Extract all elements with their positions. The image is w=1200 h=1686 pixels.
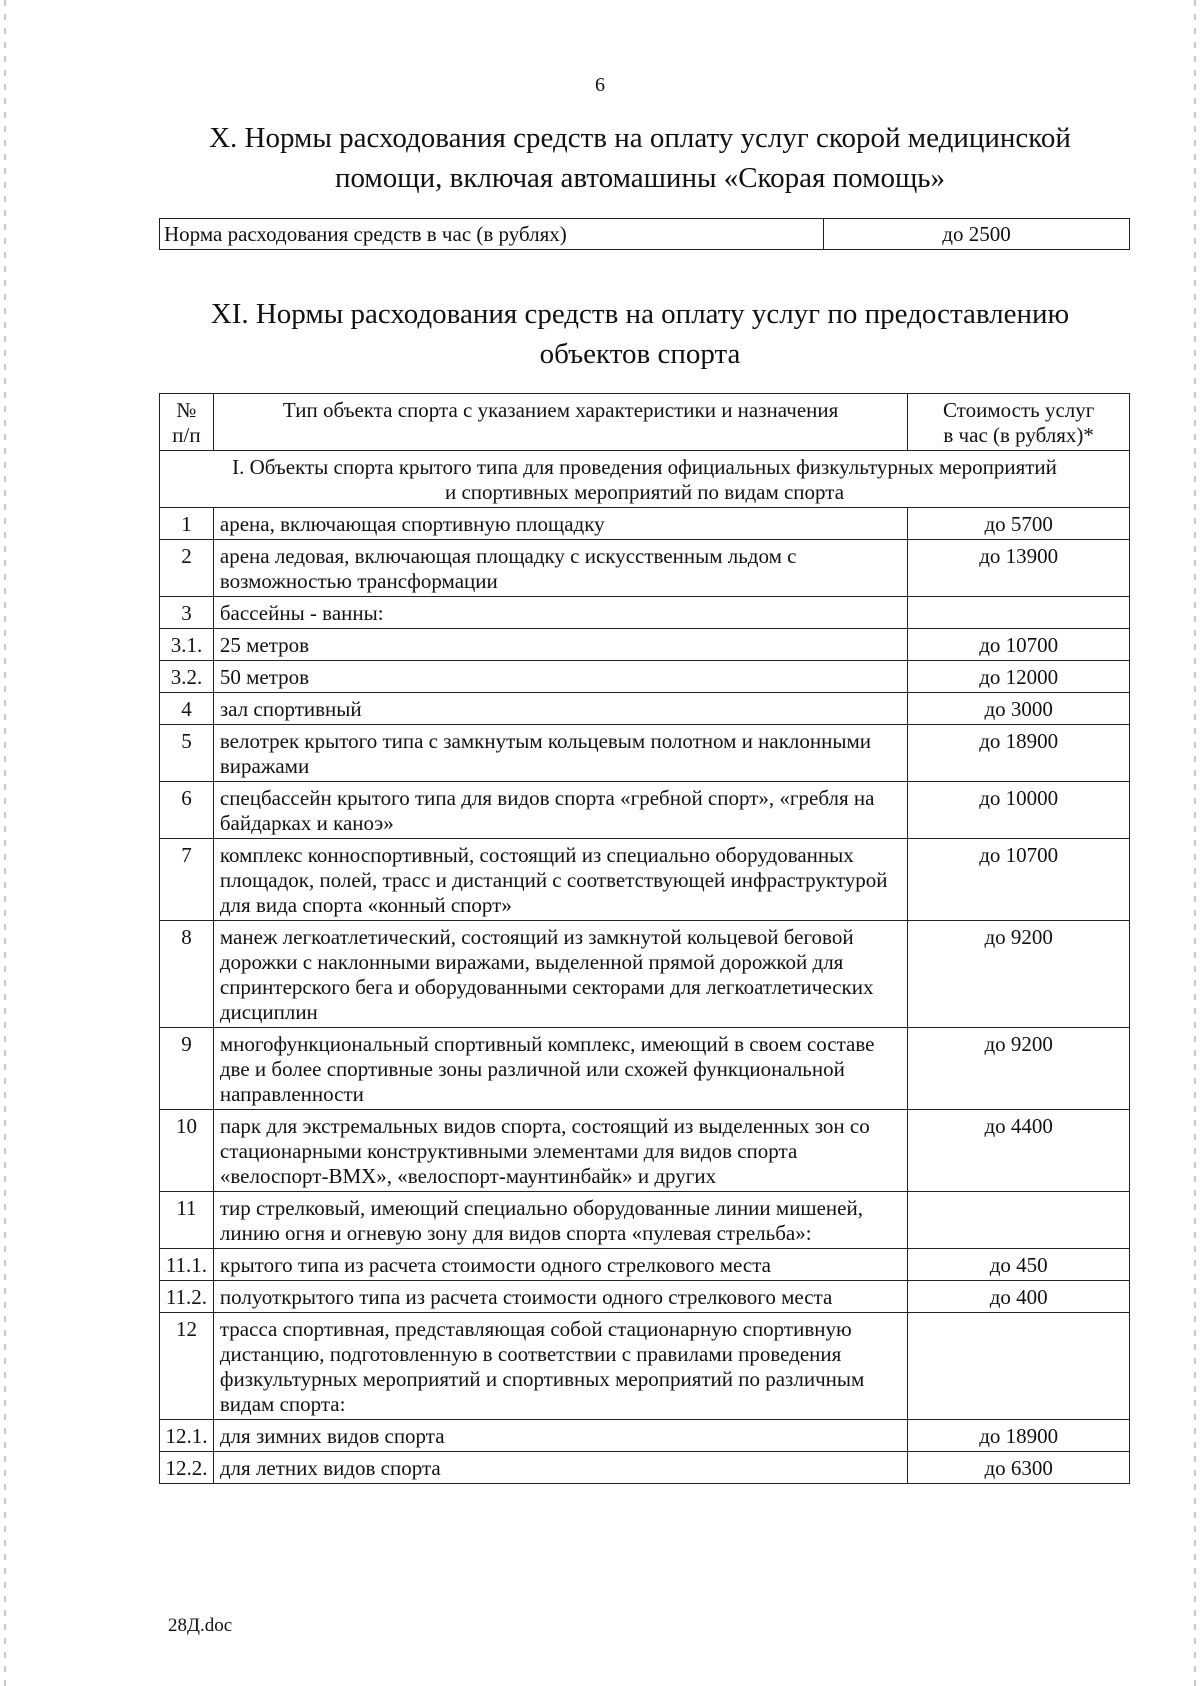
row-number: 11.1.: [160, 1249, 214, 1281]
row-object-type: бассейны - ванны:: [213, 597, 907, 629]
page-number: 6: [595, 74, 605, 96]
row-price: до 10700: [908, 839, 1130, 921]
norm-label: Норма расходования средств в час (в рублях): [160, 219, 824, 250]
group-heading-line2: и спортивных мероприятий по видам спорта: [444, 480, 845, 504]
table-row: [160, 597, 1130, 629]
row-number: 11.2.: [160, 1281, 214, 1313]
row-object-type: 25 метров: [213, 629, 907, 661]
row-number: 12.2.: [160, 1452, 214, 1484]
section-xi-title-line2: объектов спорта: [539, 338, 741, 370]
table-row: [160, 629, 1130, 661]
table-row: [160, 1313, 1130, 1420]
row-price: до 18900: [908, 725, 1130, 782]
col-header-price-line1: Стоимость услуг: [942, 398, 1095, 422]
row-object-type: зал спортивный: [213, 693, 907, 725]
row-price: до 6300: [908, 1452, 1130, 1484]
sport-rows: [160, 508, 1130, 1484]
row-price: до 18900: [908, 1420, 1130, 1452]
row-object-type: крытого типа из расчета стоимости одного стрелкового места: [213, 1249, 907, 1281]
section-x-title-line2: помощи, включая автомашины «Скорая помощь»: [334, 162, 946, 194]
row-price: до 400: [908, 1281, 1130, 1313]
section-xi-title: [150, 294, 1130, 374]
table-row: [160, 782, 1130, 839]
row-price: до 12000: [908, 661, 1130, 693]
row-price: до 10000: [908, 782, 1130, 839]
row-number: 11: [160, 1192, 214, 1249]
table-row: [160, 1028, 1130, 1110]
scan-edge-left: [4, 0, 6, 1686]
table-row: [160, 1249, 1130, 1281]
row-number: 10: [160, 1110, 214, 1192]
row-object-type: манеж легкоатлетический, состоящий из замкнутой кольцевой беговой дорожки с наклонными виражами, выделенной прямой дорожкой для спринтерского бега и оборудованными секторами для легкоатлетических дисциплин: [213, 921, 907, 1028]
col-header-num-line1: №: [176, 398, 197, 422]
row-object-type: трасса спортивная, представляющая собой стационарную спортивную дистанцию, подготовленную в соответствии с правилами проведения физкультурных мероприятий и спортивных мероприятий по различным видам спорта:: [213, 1313, 907, 1420]
row-number: 5: [160, 725, 214, 782]
row-price: до 9200: [908, 1028, 1130, 1110]
group-row: [160, 451, 1130, 508]
row-object-type: спецбассейн крытого типа для видов спорта «гребной спорт», «гребля на байдарках и каноэ»: [213, 782, 907, 839]
table-row: [160, 1420, 1130, 1452]
table-row: [160, 725, 1130, 782]
table-row: [160, 1110, 1130, 1192]
row-price: до 450: [908, 1249, 1130, 1281]
row-number: 9: [160, 1028, 214, 1110]
row-number: 3.1.: [160, 629, 214, 661]
table-row: [160, 1192, 1130, 1249]
row-price: до 10700: [908, 629, 1130, 661]
col-header-num-line2: п/п: [172, 423, 201, 447]
group-heading: [160, 451, 1130, 508]
row-number: 8: [160, 921, 214, 1028]
row-object-type: 50 метров: [213, 661, 907, 693]
row-number: 3.2.: [160, 661, 214, 693]
row-price: до 4400: [908, 1110, 1130, 1192]
row-object-type: для зимних видов спорта: [213, 1420, 907, 1452]
table-row: [160, 661, 1130, 693]
row-number: 12: [160, 1313, 214, 1420]
row-price: до 9200: [908, 921, 1130, 1028]
row-price: [908, 1313, 1130, 1420]
row-number: 4: [160, 693, 214, 725]
row-number: 1: [160, 508, 214, 540]
table-row: [160, 1281, 1130, 1313]
row-number: 12.1.: [160, 1420, 214, 1452]
group-heading-line1: I. Объекты спорта крытого типа для проведения официальных физкультурных мероприятий: [232, 455, 1057, 479]
section-x-title-line1: X. Нормы расходования средств на оплату услуг скорой медицинской: [209, 122, 1071, 154]
footer-filename: 28Д.doc: [168, 1615, 233, 1636]
table-header-row: [160, 394, 1130, 451]
row-object-type: арена ледовая, включающая площадку с искусственным льдом с возможностью трансформации: [213, 540, 907, 597]
row-price: [908, 1192, 1130, 1249]
table-row: [160, 540, 1130, 597]
row-object-type: многофункциональный спортивный комплекс, имеющий в своем составе две и более спортивные зоны различной или схожей функциональной направленности: [213, 1028, 907, 1110]
table-row: [160, 693, 1130, 725]
row-object-type: комплекс конноспортивный, состоящий из специально оборудованных площадок, полей, трасс и дистанций с соответствующей инфраструктурой для вида спорта «конный спорт»: [213, 839, 907, 921]
row-price: до 3000: [908, 693, 1130, 725]
table-row: [160, 1452, 1130, 1484]
col-header-price-line2: в час (в рублях)*: [943, 423, 1094, 447]
section-xi-title-line1: XI. Нормы расходования средств на оплату услуг по предоставлению: [210, 298, 1070, 330]
row-number: 2: [160, 540, 214, 597]
ambulance-norm-table: [159, 218, 1130, 250]
row-object-type: полуоткрытого типа из расчета стоимости одного стрелкового места: [213, 1281, 907, 1313]
row-object-type: арена, включающая спортивную площадку: [213, 508, 907, 540]
table-row: [160, 508, 1130, 540]
col-header-num: [160, 394, 214, 451]
row-number: 7: [160, 839, 214, 921]
row-number: 6: [160, 782, 214, 839]
scan-edge-right: [1194, 0, 1196, 1686]
section-x-title: [150, 118, 1130, 198]
row-object-type: парк для экстремальных видов спорта, состоящий из выделенных зон со стационарными конструктивными элементами для видов спорта «велоспорт-BMX», «велоспорт-маунтинбайк» и других: [213, 1110, 907, 1192]
table-row: [160, 219, 1130, 250]
row-object-type: тир стрелковый, имеющий специально оборудованные линии мишеней, линию огня и огневую зону для видов спорта «пулевая стрельба»:: [213, 1192, 907, 1249]
row-number: 3: [160, 597, 214, 629]
col-header-type: Тип объекта спорта с указанием характеристики и назначения: [213, 394, 907, 451]
sport-objects-table: [159, 393, 1130, 1484]
row-object-type: велотрек крытого типа с замкнутым кольцевым полотном и наклонными виражами: [213, 725, 907, 782]
table-row: [160, 839, 1130, 921]
col-header-price: [908, 394, 1130, 451]
row-price: [908, 597, 1130, 629]
row-object-type: для летних видов спорта: [213, 1452, 907, 1484]
row-price: до 5700: [908, 508, 1130, 540]
row-price: до 13900: [908, 540, 1130, 597]
table-row: [160, 921, 1130, 1028]
norm-value: до 2500: [824, 219, 1130, 250]
